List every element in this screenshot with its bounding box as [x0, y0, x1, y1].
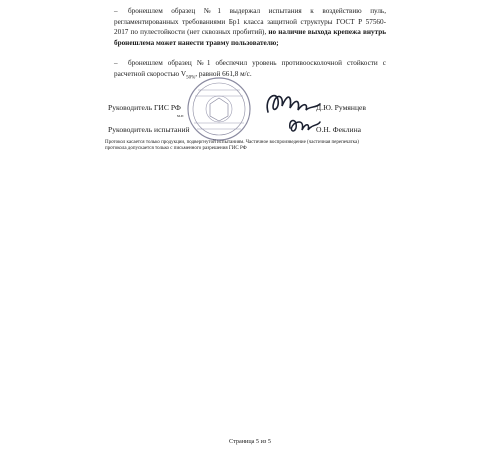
footnote-line-2: протокола допускается только с письменного разрешения ГИС РФ: [105, 146, 247, 152]
stamp-place-mark: м.п: [177, 113, 184, 118]
list-dash: –: [114, 7, 118, 15]
conclusion-1-bold: но наличие выхода крепежа внутрь бронешлема может нанести травму пользователю;: [114, 28, 387, 47]
signer-1-title: Руководитель ГИС РФ: [108, 103, 181, 112]
signer-1-name: Д.Ю. Румянцев: [316, 103, 366, 112]
conclusion-2-text: бронешлем образец №1 обеспечил уровень противоосколочной стойкости с расчетной скоростью V: [114, 59, 386, 78]
signer-2-name: О.Н. Феклина: [316, 125, 362, 134]
conclusion-1-text: бронешлем образец №1 выдержал испытания к воздействию пуль, регламентированных требованиями Бр1 класса защитной структуры ГОСТ Р 57560-2017 по пулестойкости (нет сквозных пробитий),: [114, 7, 386, 37]
page-number: Страница 5 из 5: [229, 438, 271, 445]
signer-2-title: Руководитель испытаний: [108, 125, 190, 134]
protocol-footnote: [105, 140, 405, 152]
conclusion-2-tail: , равной 661,8 м/с.: [195, 69, 252, 78]
list-dash: –: [114, 59, 118, 67]
official-stamp: [186, 76, 252, 142]
v50-subscript: 50%: [186, 75, 196, 81]
footnote-line-1: Протокол касается только продукции, подвергнутой испытаниям. Частичное воспроизведение (частичная перепечатка): [105, 140, 359, 145]
conclusion-item-1: [114, 6, 386, 48]
